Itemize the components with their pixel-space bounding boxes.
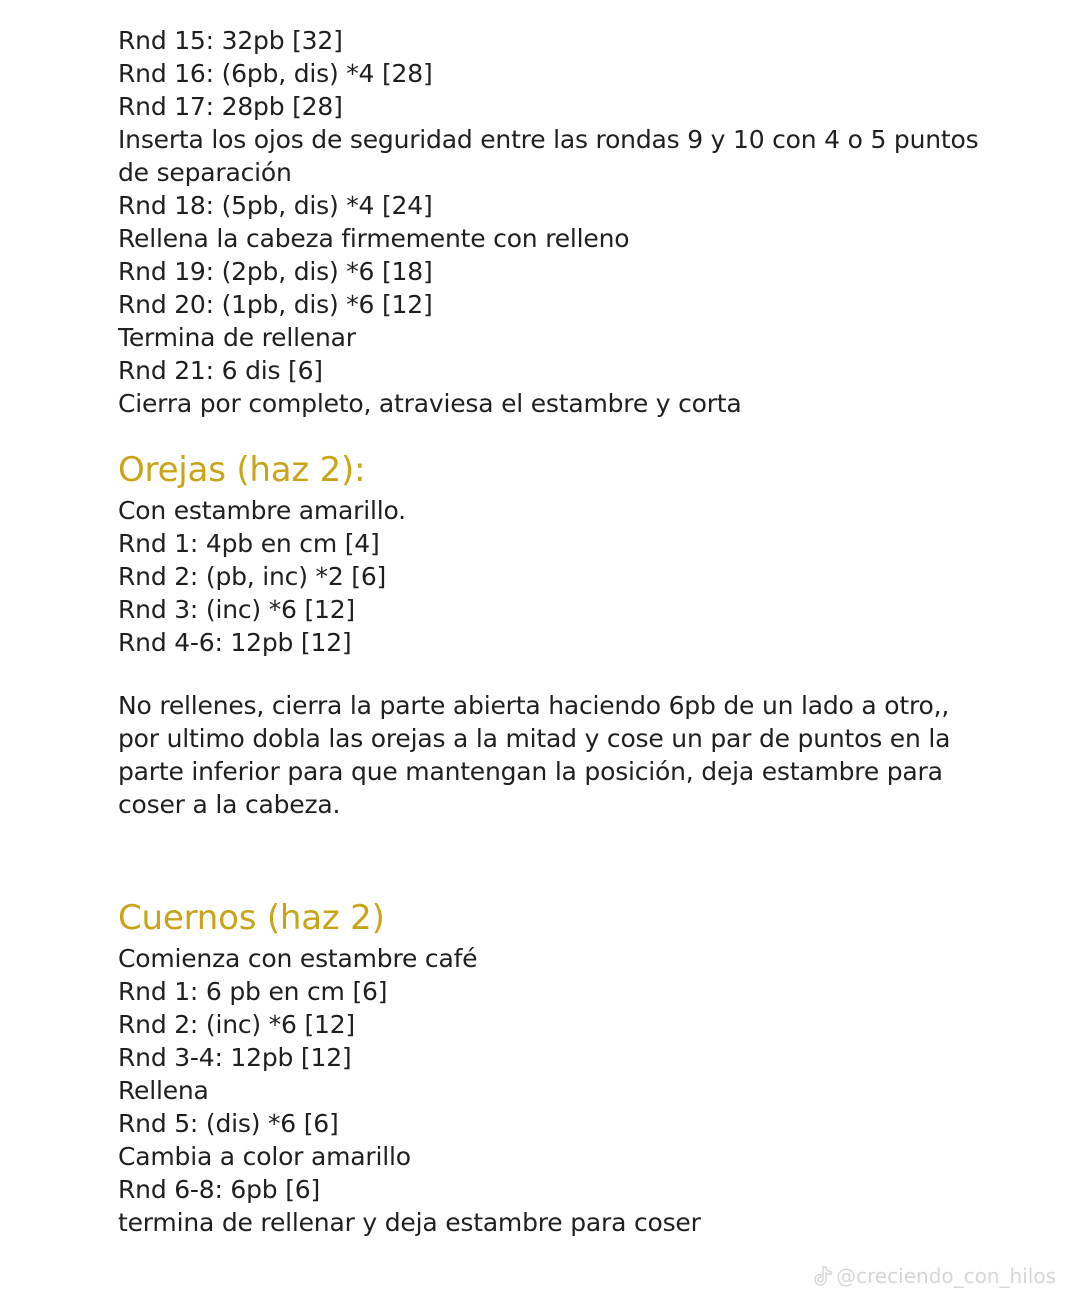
instruction-line: Rnd 6-8: 6pb [6] <box>118 1175 321 1204</box>
instruction-line: Rnd 20: (1pb, dis) *6 [12] <box>118 290 433 319</box>
instruction-line: Rnd 1: 6 pb en cm [6] <box>118 977 388 1006</box>
instruction-line: Rnd 1: 4pb en cm [4] <box>118 529 380 558</box>
instruction-line: Con estambre amarillo. <box>118 496 406 525</box>
instruction-line: Rnd 15: 32pb [32] <box>118 26 343 55</box>
section-orejas <box>118 450 950 821</box>
note-line: por ultimo dobla las orejas a la mitad y cose un par de puntos en la <box>118 724 951 753</box>
section-heading: Orejas (haz 2): <box>118 450 366 490</box>
instruction-line: Rellena la cabeza firmemente con relleno <box>118 224 630 253</box>
note-line: coser a la cabeza. <box>118 790 341 819</box>
instruction-note <box>118 689 950 821</box>
instruction-line: Rnd 5: (dis) *6 [6] <box>118 1109 339 1138</box>
note-line: parte inferior para que mantengan la posición, deja estambre para <box>118 757 943 786</box>
instruction-line: Rnd 21: 6 dis [6] <box>118 356 323 385</box>
instruction-line: Rnd 3-4: 12pb [12] <box>118 1043 352 1072</box>
watermark <box>814 1264 1056 1288</box>
instruction-line: Rnd 4-6: 12pb [12] <box>118 628 352 657</box>
instruction-line: termina de rellenar y deja estambre para coser <box>118 1208 701 1237</box>
instruction-line: Rnd 2: (inc) *6 [12] <box>118 1010 355 1039</box>
instruction-line: Cierra por completo, atraviesa el estambre y corta <box>118 389 742 418</box>
instruction-line: Rnd 19: (2pb, dis) *6 [18] <box>118 257 433 286</box>
section-cuernos <box>118 898 701 1239</box>
instruction-line: Rellena <box>118 1076 209 1105</box>
instruction-line: Rnd 18: (5pb, dis) *4 [24] <box>118 191 433 220</box>
instruction-line: de separación <box>118 158 292 187</box>
instruction-line: Rnd 3: (inc) *6 [12] <box>118 595 355 624</box>
instruction-line: Termina de rellenar <box>118 323 356 352</box>
instruction-line: Comienza con estambre café <box>118 944 478 973</box>
instruction-line: Inserta los ojos de seguridad entre las rondas 9 y 10 con 4 o 5 puntos <box>118 125 979 154</box>
instruction-line: Rnd 17: 28pb [28] <box>118 92 343 121</box>
instruction-line: Rnd 2: (pb, inc) *2 [6] <box>118 562 387 591</box>
instruction-line: Cambia a color amarillo <box>118 1142 411 1171</box>
tiktok-icon <box>814 1266 832 1286</box>
section-head-finish <box>118 24 978 420</box>
note-line: No rellenes, cierra la parte abierta haciendo 6pb de un lado a otro,, <box>118 691 950 720</box>
instruction-line: Rnd 16: (6pb, dis) *4 [28] <box>118 59 433 88</box>
watermark-handle: @creciendo_con_hilos <box>836 1264 1056 1288</box>
section-heading: Cuernos (haz 2) <box>118 898 385 938</box>
